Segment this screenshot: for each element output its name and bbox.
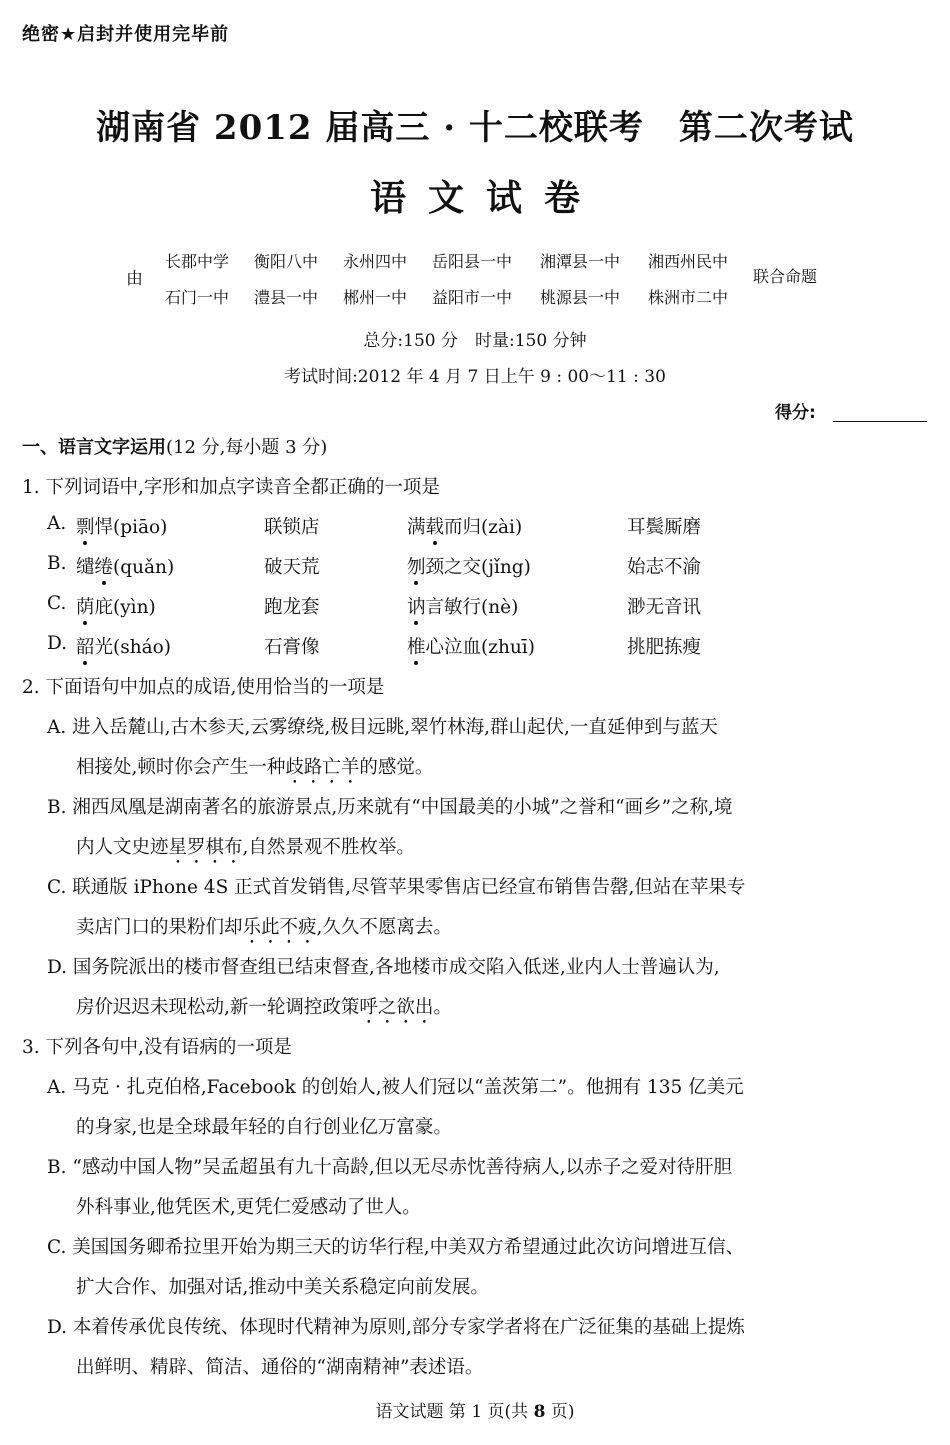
q1-option-c-label: C. [47, 593, 67, 614]
emphasized-idiom: 歧路亡羊 [285, 757, 360, 778]
total-pages: 8 [533, 1402, 546, 1422]
q1-option-b-word1: 缱绻(quǎn) [76, 557, 175, 578]
q1-option-b-label: B. [47, 553, 67, 574]
score-label: 得分: [775, 403, 816, 423]
page-footer: 语文试题 第 1 页(共 8 页) [375, 1402, 575, 1422]
q1-option-a-word3: 满载而归(zài) [407, 517, 523, 538]
q1-option-a-word2: 联锁店 [264, 517, 320, 538]
q1-option-d-word1: 韶光(sháo) [76, 637, 172, 658]
q3-option-b-line1: B. “感动中国人物”吴孟超虽有九十高龄,但以无尽赤忱善待病人,以赤子之爱对待肝胆 [47, 1157, 733, 1178]
school: 永州四中 [343, 252, 408, 271]
confidential-mark: 绝密★启封并使用完毕前 [22, 24, 230, 45]
q1-option-c-word4: 渺无音讯 [627, 597, 702, 618]
q3-option-c-line2: 扩大合作、加强对话,推动中美关系稳定向前发展。 [76, 1277, 489, 1298]
exam-date: 考试时间:2012 年 4 月 7 日上午 9 : 00～11 : 30 [284, 367, 666, 387]
q1-option-a-word1: 剽悍(piāo) [76, 517, 168, 538]
school: 长郡中学 [165, 252, 230, 271]
q1-option-c-word1: 荫庇(yìn) [76, 597, 156, 618]
school: 衡阳八中 [254, 252, 319, 271]
q2-option-a-line2: 相接处,顿时你会产生一种歧路亡羊的感觉。 [76, 757, 434, 778]
joint-setting-label: 联合命题 [753, 267, 818, 286]
q3-option-a-line1: A. 马克 · 扎克伯格,Facebook 的创始人,被人们冠以“盖茨第二”。他拥有 135 亿美元 [47, 1077, 744, 1098]
q2-option-c-line1: C. 联通版 iPhone 4S 正式首发销售,尽管苹果零售店已经宣布销售告罄,但站在苹果专 [47, 877, 746, 898]
q2-option-b-line1: B. 湘西凤凰是湖南著名的旅游景点,历来就有“中国最美的小城”之誉和“画乡”之称,境 [47, 797, 733, 818]
q2-option-b-line2: 内人文史迹星罗棋布,自然景观不胜枚举。 [76, 837, 415, 858]
q1-option-b-word3: 刎颈之交(jǐng) [407, 557, 531, 578]
question-3-stem: 3. 下列各句中,没有语病的一项是 [22, 1037, 292, 1058]
q1-option-c-word3: 讷言敏行(nè) [407, 597, 519, 618]
school: 郴州一中 [343, 288, 408, 307]
school-row-2 [165, 280, 737, 316]
q3-option-a-line2: 的身家,也是全球最年轻的自行创业亿万富豪。 [76, 1117, 452, 1138]
school-row-1 [165, 244, 737, 280]
exam-subtitle: 语文试卷 [369, 177, 602, 219]
school: 益阳市一中 [432, 288, 513, 307]
q1-option-c-word2: 跑龙套 [264, 597, 320, 618]
q1-option-b-word2: 破天荒 [264, 557, 320, 578]
school: 湘潭县一中 [540, 252, 621, 271]
q1-option-d-word3: 椎心泣血(zhuī) [407, 637, 535, 658]
q2-option-c-line2: 卖店门口的果粉们却乐此不疲,久久不愿离去。 [76, 917, 452, 938]
exam-title: 湖南省 2012 届高三 · 十二校联考 第二次考试 [96, 108, 854, 148]
school: 澧县一中 [254, 288, 319, 307]
school-list [165, 244, 737, 316]
school: 岳阳县一中 [432, 252, 513, 271]
q1-option-a-word4: 耳鬓厮磨 [627, 517, 702, 538]
q3-option-c-line1: C. 美国国务卿希拉里开始为期三天的访华行程,中美双方希望通过此次访问增进互信、 [47, 1237, 745, 1258]
emphasized-idiom: 乐此不疲 [242, 917, 317, 938]
school: 桃源县一中 [540, 288, 621, 307]
section-heading [22, 433, 327, 459]
section-title: 一、语言文字运用 [22, 437, 166, 458]
question-1-stem: 1. 下列词语中,字形和加点字读音全都正确的一项是 [22, 477, 440, 498]
question-2-stem: 2. 下面语句中加点的成语,使用恰当的一项是 [22, 677, 385, 698]
q2-option-d-line1: D. 国务院派出的楼市督查组已结束督查,各地楼市成交陷入低迷,业内人士普遍认为, [47, 957, 720, 978]
score-time-info: 总分:150 分 时量:150 分钟 [363, 331, 587, 351]
schools-prefix: 由 [126, 269, 143, 289]
section-note: (12 分,每小题 3 分) [166, 437, 328, 458]
emphasized-idiom: 呼之欲出 [359, 997, 434, 1018]
q1-option-b-word4: 始志不渝 [627, 557, 702, 578]
q1-option-d-label: D. [47, 633, 68, 654]
emphasized-idiom: 星罗棋布 [168, 837, 243, 858]
school: 石门一中 [165, 288, 230, 307]
q2-option-d-line2: 房价迟迟未现松动,新一轮调控政策呼之欲出。 [76, 997, 452, 1018]
score-blank[interactable] [833, 421, 927, 422]
q3-option-d-line1: D. 本着传承优良传统、体现时代精神为原则,部分专家学者将在广泛征集的基础上提炼 [47, 1317, 745, 1338]
q3-option-b-line2: 外科事业,他凭医术,更凭仁爱感动了世人。 [76, 1197, 421, 1218]
q1-option-d-word4: 挑肥拣瘦 [627, 637, 702, 658]
q3-option-d-line2: 出鲜明、精辟、简洁、通俗的“湖南精神”表述语。 [76, 1357, 484, 1378]
school: 株洲市二中 [648, 288, 729, 307]
q1-option-d-word2: 石膏像 [264, 637, 320, 658]
q2-option-a-line1: A. 进入岳麓山,古木参天,云雾缭绕,极目远眺,翠竹林海,群山起伏,一直延伸到与蓝天 [47, 717, 718, 738]
school: 湘西州民中 [648, 252, 729, 271]
q1-option-a-label: A. [47, 513, 67, 534]
